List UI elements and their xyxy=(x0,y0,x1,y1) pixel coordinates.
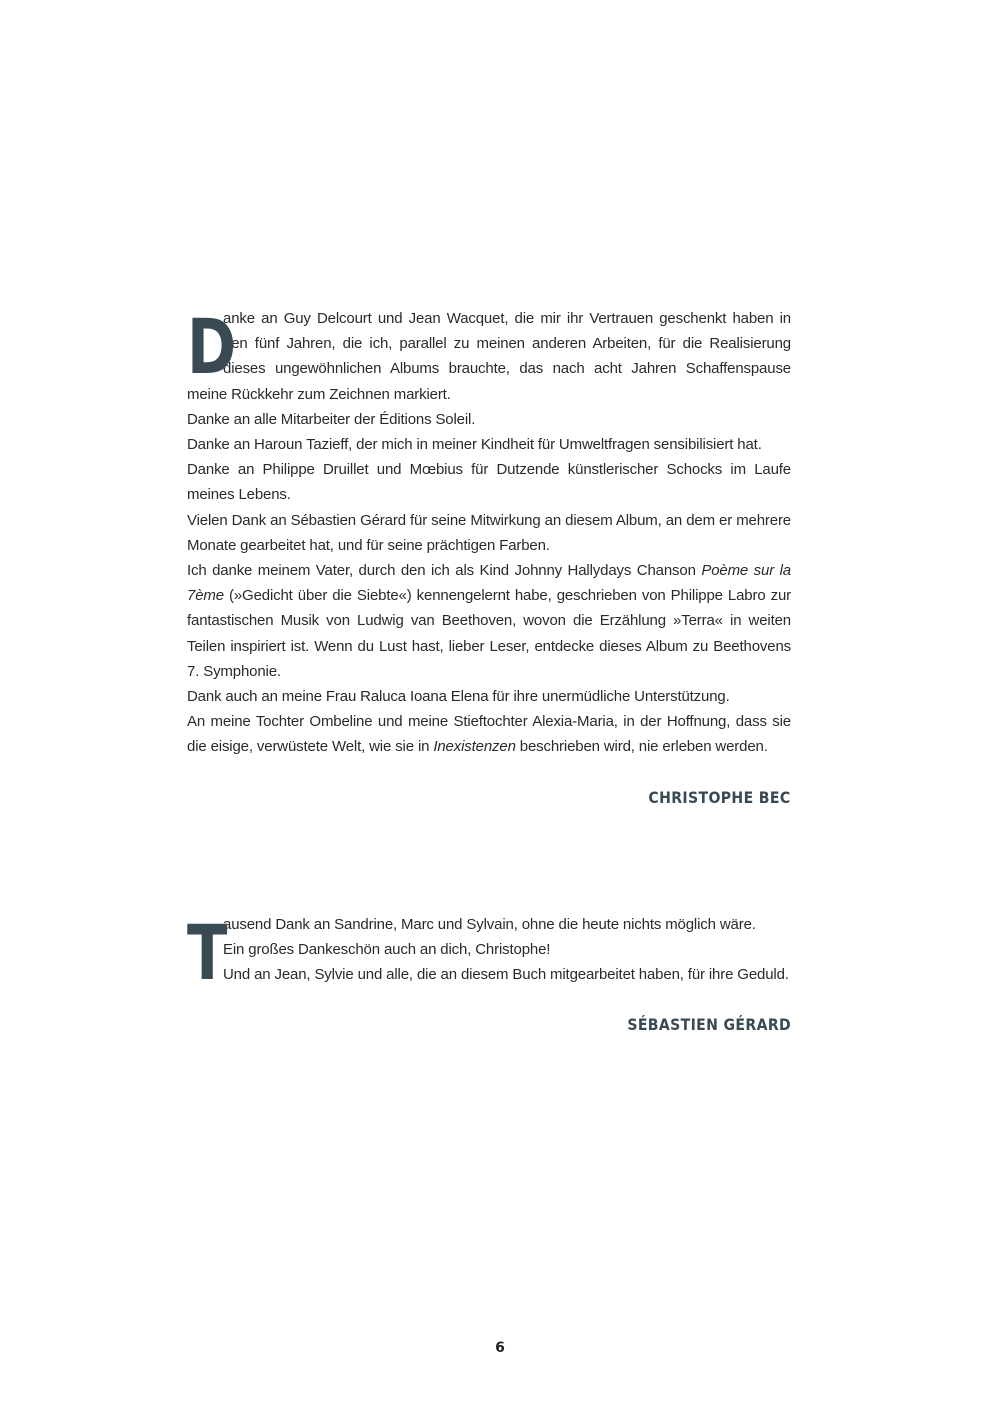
signature-christophe-bec: CHRISTOPHE BEC xyxy=(648,788,791,807)
paragraph-druillet-moebius: Danke an Philippe Druillet und Mœbius für Dutzende künstlerischer Schocks im Laufe meines Lebens. xyxy=(187,461,791,504)
paragraph-daughters-text-2: beschrieben wird, nie erleben werden. xyxy=(515,738,768,756)
paragraph-sebastien-gerard: Vielen Dank an Sébastien Gérard für seine Mitwirkung an diesem Album, an dem er mehrere Monate gearbeitet hat, und für seine prächtigen Farben. xyxy=(187,511,791,554)
paragraph-daughters-text-1: An meine Tochter Ombeline und meine Stieftochter Alexia-Maria, in der Hoffnung, dass sie die eisige, verwüstete Welt, wie sie in xyxy=(187,713,791,756)
dropcap-t: T xyxy=(187,908,228,997)
signature-sebastien-gerard: SÉBASTIEN GÉRARD xyxy=(627,1015,791,1034)
page-number: 6 xyxy=(495,1340,505,1356)
paragraph-jean-sylvie: Und an Jean, Sylvie und alle, die an diesem Buch mitgearbeitet haben, für ihre Geduld. xyxy=(223,966,789,984)
paragraph-daughters xyxy=(187,709,791,759)
paragraph-delcourt-wacquet: anke an Guy Delcourt und Jean Wacquet, die mir ihr Vertrauen geschenkt haben in den fünf Jahren, die ich, parallel zu meinen anderen Arbeiten, für die Realisierung dieses ungewöhnlichen Albums brauchte, das nach acht Jahren Schaffenspause meine Rückkehr zum Zeichnen markiert. xyxy=(187,310,791,403)
paragraph-father xyxy=(187,558,791,684)
paragraph-editions-soleil: Danke an alle Mitarbeiter der Éditions Soleil. xyxy=(187,410,476,428)
dropcap-d: D xyxy=(187,302,237,391)
book-title: Inexistenzen xyxy=(433,738,516,756)
paragraph-tazieff: Danke an Haroun Tazieff, der mich in meiner Kindheit für Umweltfragen sensibilisiert hat. xyxy=(187,436,762,454)
acknowledgements-sebastien-gerard xyxy=(187,908,791,997)
paragraph-wife: Dank auch an meine Frau Raluca Ioana Elena für ihre unermüdliche Unterstützung. xyxy=(187,688,730,706)
paragraph-father-text-2: (»Gedicht über die Siebte«) kennengelernt habe, geschrieben von Philippe Labro zur fantastischen Musik von Ludwig van Beethoven, wovon die Erzählung »Terra« in weiten Teilen inspiriert ist. Wenn du Lust hast, lieber Leser, entdecke dieses Album zu Beethovens 7. Symphonie. xyxy=(187,587,791,680)
paragraph-father-text-1: Ich danke meinem Vater, durch den ich als Kind Johnny Hallydays Chanson xyxy=(187,562,702,580)
paragraph-christophe: Ein großes Dankeschön auch an dich, Christophe! xyxy=(223,941,551,959)
song-title: Poème sur la 7ème xyxy=(187,562,791,605)
acknowledgements-christophe-bec xyxy=(187,302,791,760)
paragraph-sandrine-marc-sylvain: ausend Dank an Sandrine, Marc und Sylvain, ohne die heute nichts möglich wäre. xyxy=(223,916,756,933)
